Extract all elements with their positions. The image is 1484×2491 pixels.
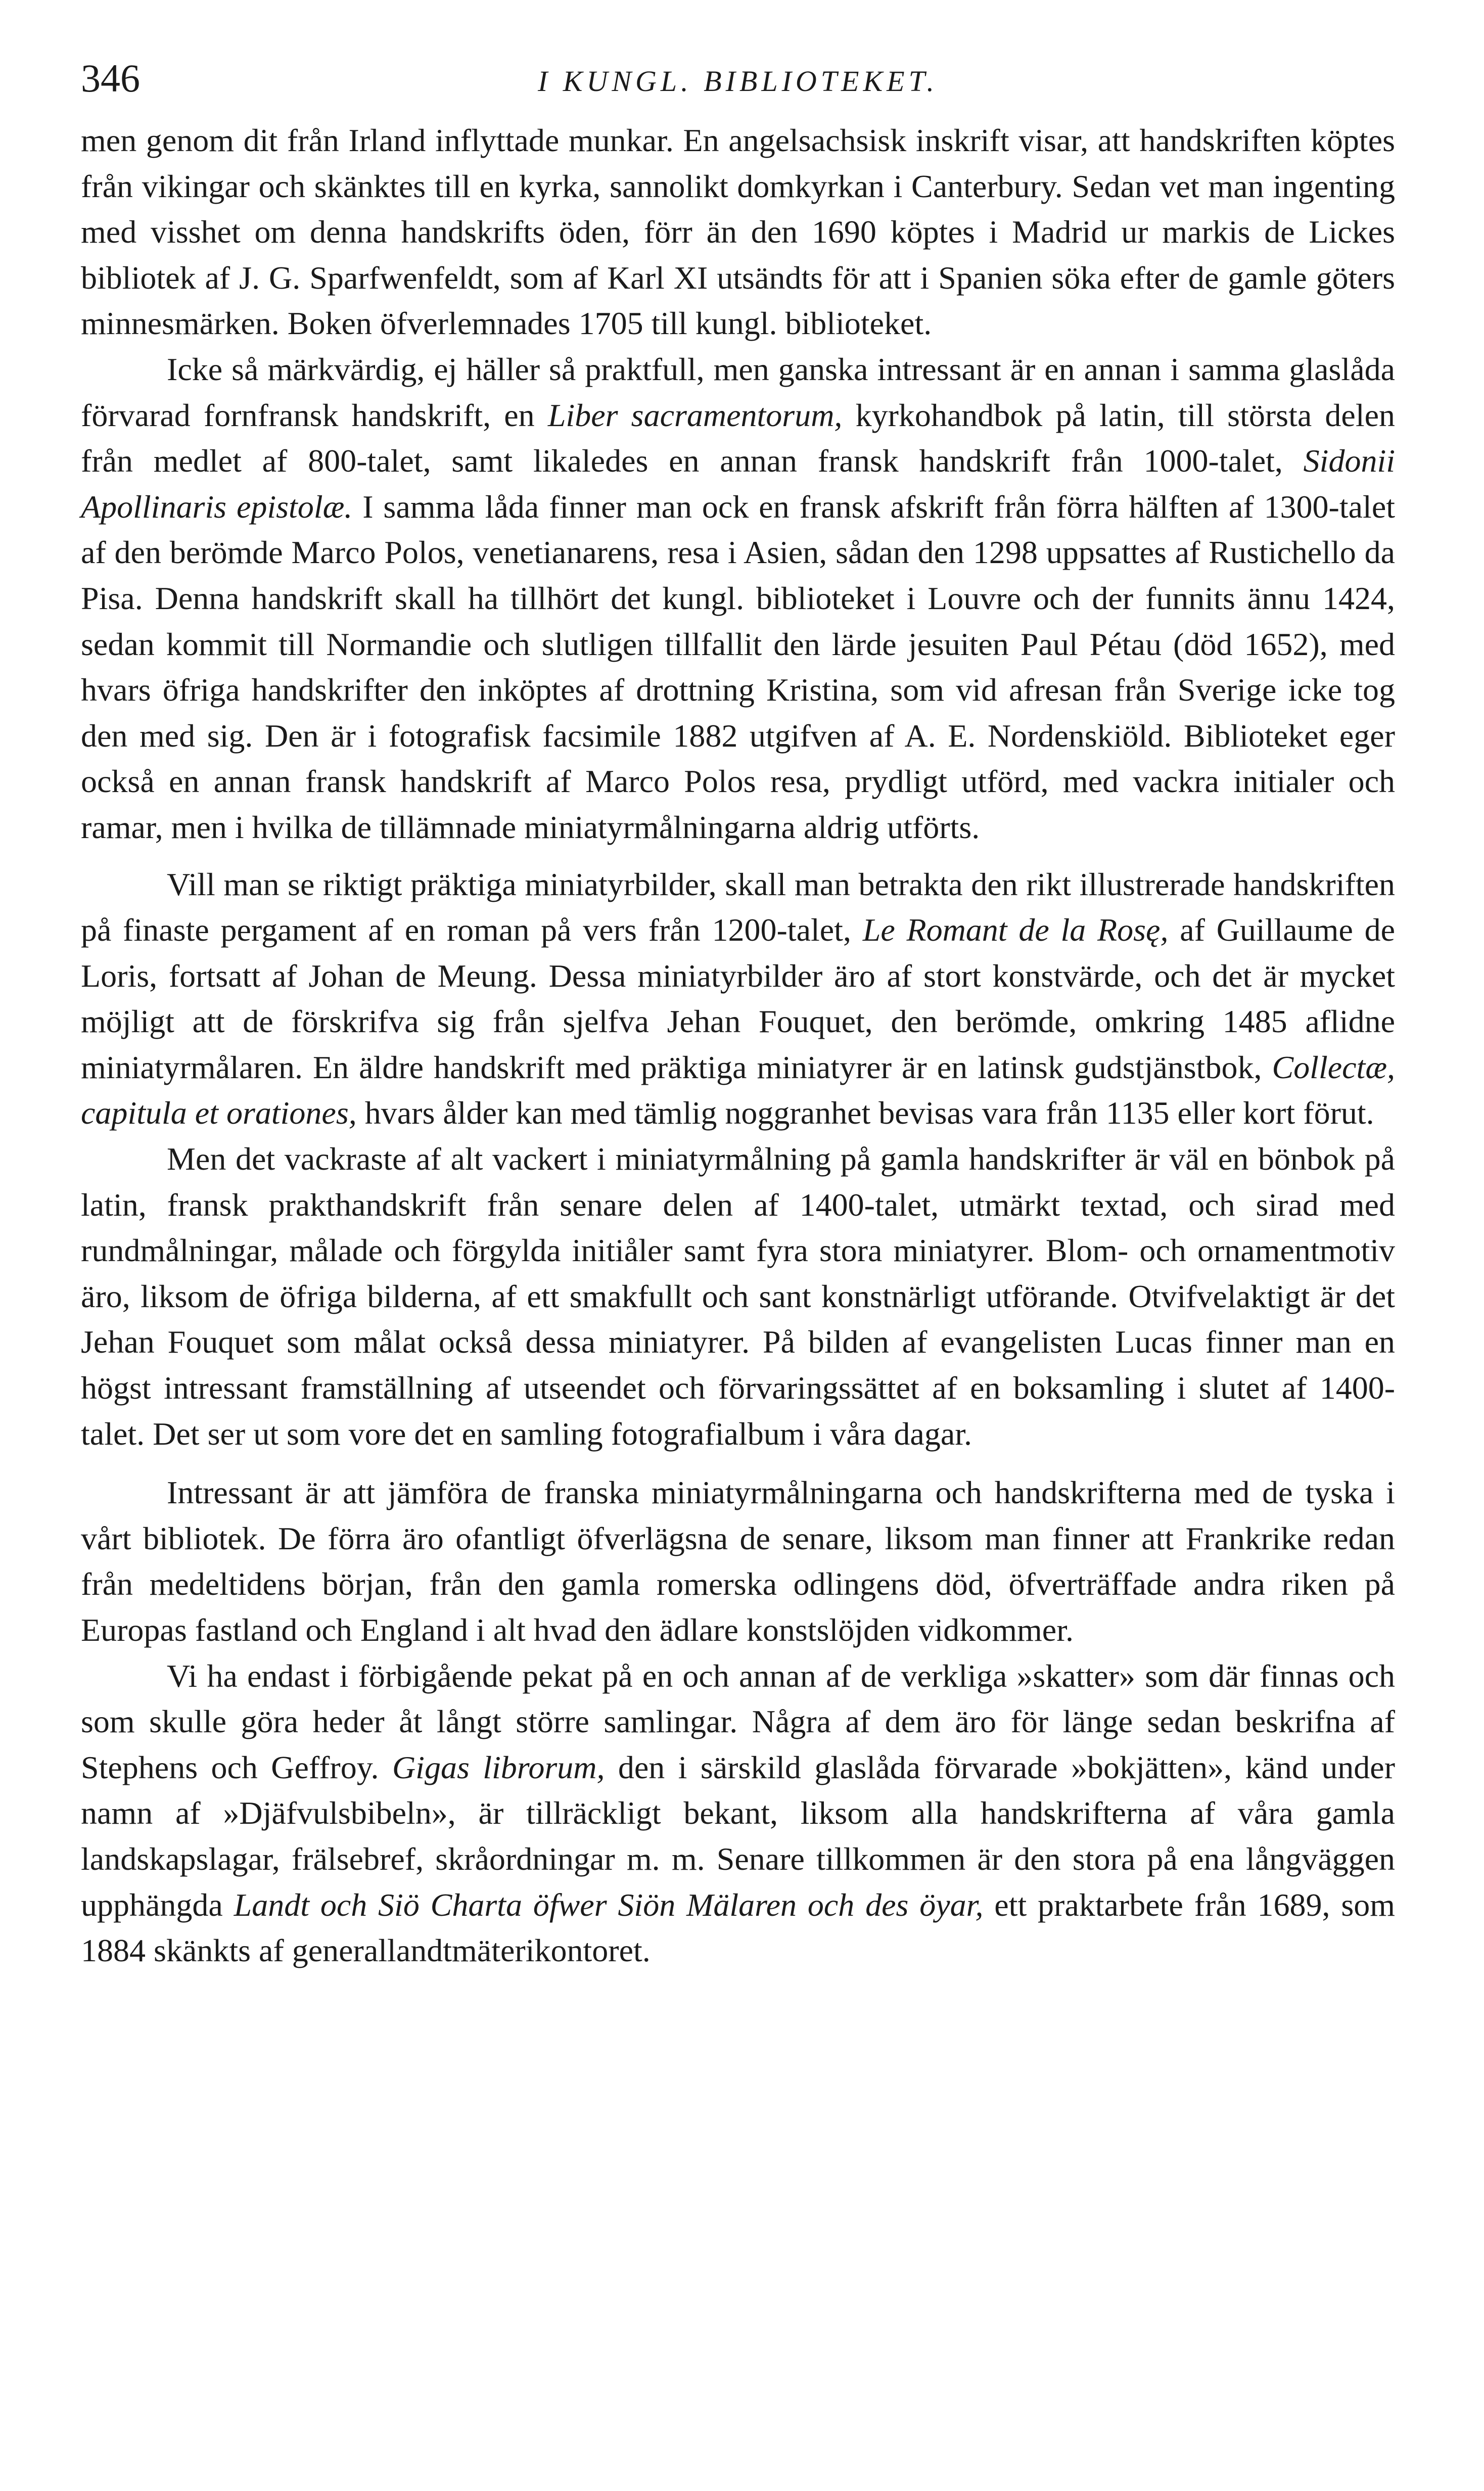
paragraph-text: kyrkohandbok på latin, till största delen från medlet af 800-talet, samt likaledes en annan fransk handskrift från 1000-talet, — [81, 397, 1396, 479]
title-sidonii-epistolae: Sidonii Apollinaris epistolæ. — [81, 443, 1395, 525]
paragraph-4 — [81, 1136, 1395, 1457]
paragraph-text: Men det vackraste af alt vackert i miniatyrmålning på gamla handskrifter är väl en bönbok på latin, fransk prakthandskrift från senare delen af 1400-talet, utmärkt textad, och sirad med rundmålningar, målade och förgylda initiåler samt fyra stora miniatyrer. Blom- och ornamentmotiv äro, liksom de öfriga bilderna, af ett smakfullt och sant konstnärligt utförande. Otvifvelaktigt är det Jehan Fouquet som målat också dessa miniatyrer. På bilden af evangelisten Lucas finner man en högst intressant framställning af utseendet och förvaringssättet af en boksamling i slutet af 1400-talet. Det ser ut som vore det en samling fotografialbum i våra dagar. — [81, 1141, 1395, 1452]
paragraph-6 — [81, 1653, 1395, 1974]
running-head: I KUNGL. BIBLIOTEKET. — [537, 65, 939, 98]
paragraph-2 — [81, 347, 1395, 851]
paragraph-text: hvars ålder kan med tämlig noggranhet bevisas vara från 1135 eller kort förut. — [356, 1095, 1374, 1131]
title-liber-sacramentorum: Liber sacramentorum, — [547, 397, 843, 433]
paragraph-text: den i särskild glaslåda förvarade »bokjätten», känd under namn af »Djäfvulsbibeln», är tillräckligt bekant, liksom alla handskrifterna af våra gamla landskapslagar, frälsebref, skråordningar m. m. Senare tillkommen är den stora på ena långväggen upphängda — [81, 1749, 1396, 1923]
book-page — [81, 53, 1395, 1974]
title-romant-de-la-rose: Le Romant de la Rosę, — [862, 912, 1169, 948]
title-landt-och-sio-charta: Landt och Siö Charta öfwer Siön Mälaren och des öyar, — [234, 1886, 984, 1923]
paragraph-text: Icke så märkvärdig, ej häller så praktfull, men ganska intressant är en annan i samma glaslåda förvarad fornfransk handskrift, en — [81, 351, 1395, 433]
paragraph-text: ett praktarbete från 1689, som 1884 skänkts af generallandtmäterikontoret. — [81, 1886, 1396, 1969]
body-text — [81, 118, 1395, 1974]
paragraph-text: Vill man se riktigt präktiga miniatyrbilder, skall man betrakta den rikt illustrerade handskriften på finaste pergament af en roman på vers från 1200-talet, — [81, 866, 1395, 948]
paragraph-5 — [81, 1470, 1395, 1653]
paragraph-text: af Guillaume de Loris, fortsatt af Johan de Meung. Dessa miniatyrbilder äro af stort konstvärde, och det är mycket möjligt att de förskrifva sig från sjelfva Jehan Fouquet, den berömde, omkring 1485 aflidne miniatyrmålaren. En äldre handskrift med präktiga miniatyrer är en latinsk gudstjänstbok, — [81, 912, 1396, 1085]
paragraph-text: men genom dit från Irland inflyttade munkar. En angelsachsisk inskrift visar, att handskriften köptes från vikingar och skänktes till en kyrka, sannolikt domkyrkan i Canterbury. Sedan vet man ingenting med visshet om denna handskrifts öden, förr än den 1690 köptes i Madrid ur markis de Lickes bibliotek af J. G. Sparfwenfeldt, som af Karl XI utsändts för att i Spanien söka efter de gamle göters minnesmärken. Boken öfverlemnades 1705 till kungl. biblioteket. — [81, 122, 1395, 342]
paragraph-text: Vi ha endast i förbigående pekat på en och annan af de verkliga »skatter» som där finnas och som skulle göra heder åt långt större samlingar. Några af dem äro för länge sedan beskrifna af Stephens och Geffroy. — [81, 1657, 1395, 1785]
paragraph-text: I samma låda finner man ock en fransk afskrift från förra hälften af 1300-talet af den berömde Marco Polos, venetianarens, resa i Asien, sådan den 1298 uppsattes af Rustichello da Pisa. Denna handskrift skall ha tillhört det kungl. biblioteket i Louvre och der funnits ännu 1424, sedan kommit till Normandie och slutligen tillfallit den lärde jesuiten Paul Pétau (död 1652), med hvars öfriga handskrifter den inköptes af drottning Kristina, som vid afresan från Sverige icke tog den med sig. Den är i fotografisk facsimile 1882 utgifven af A. E. Nordenskiöld. Biblioteket eger också en annan fransk handskrift af Marco Polos resa, prydligt utförd, med vackra initialer och ramar, men i hvilka de tillämnade miniatyrmålningarna aldrig utförts. — [81, 488, 1396, 845]
paragraph-3 — [81, 862, 1395, 1137]
title-gigas-librorum: Gigas librorum, — [392, 1749, 605, 1785]
page-number: 346 — [81, 56, 140, 100]
paragraph-1 — [81, 118, 1395, 347]
page-header — [81, 53, 1395, 114]
title-collectae: Collectæ, capitula et orationes, — [81, 1049, 1395, 1131]
paragraph-text: Intressant är att jämföra de franska miniatyrmålningarna och handskrifterna med de tyska i vårt bibliotek. De förra äro ofantligt öfverlägsna de senare, liksom man finner att Frankrike redan från medeltidens början, från den gamla romerska odlingens död, öfverträffade andra riken på Europas fastland och England i alt hvad den ädlare konstslöjden vidkommer. — [81, 1474, 1395, 1648]
